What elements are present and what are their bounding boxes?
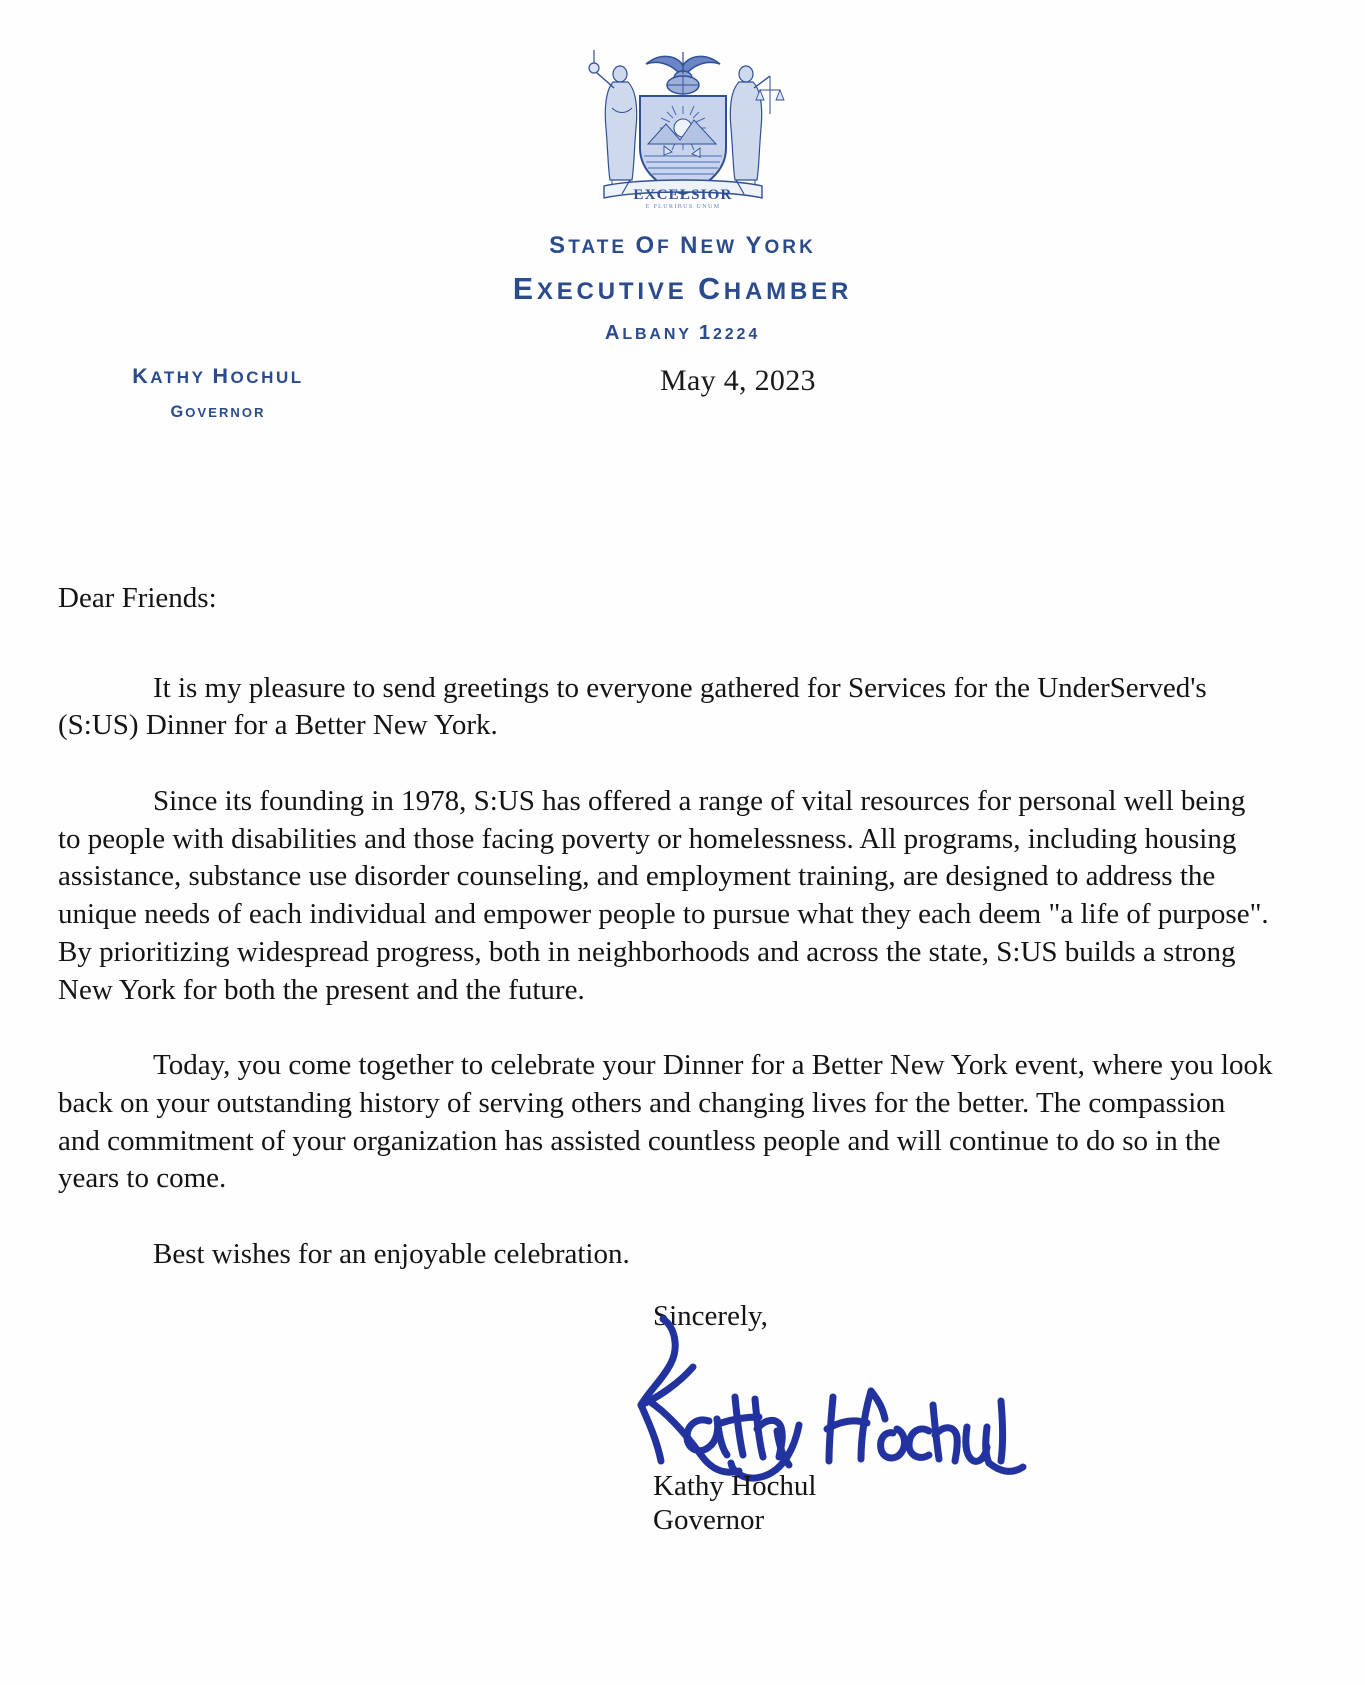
letter-salutation: Dear Friends: bbox=[58, 582, 217, 614]
letter-closing-block bbox=[645, 1300, 1265, 1537]
signer-block bbox=[645, 1469, 1265, 1537]
governor-name: KATHY HOCHUL bbox=[132, 364, 304, 388]
new-york-state-seal-icon bbox=[568, 28, 798, 218]
letterhead-state-line: STATE OF NEW YORK bbox=[549, 232, 816, 259]
letter-body bbox=[58, 580, 1273, 1274]
letter-date: May 4, 2023 bbox=[660, 364, 816, 397]
letter-closing: Sincerely, bbox=[653, 1300, 768, 1332]
governor-identity-block bbox=[88, 364, 348, 422]
letterhead bbox=[0, 28, 1365, 343]
signer-name: Kathy Hochul bbox=[653, 1470, 817, 1502]
letterhead-address-line: ALBANY 12224 bbox=[604, 322, 761, 345]
governor-title: GOVERNOR bbox=[170, 403, 266, 421]
signature-area bbox=[645, 1327, 1265, 1467]
svg-text:E PLURIBUS UNUM: E PLURIBUS UNUM bbox=[644, 204, 721, 210]
letter-paragraph-1: It is my pleasure to send greetings to everyone gathered for Services for the UnderServed's (S:US) Dinner for a Better New York. bbox=[58, 671, 1207, 742]
letter-paragraph-4: Best wishes for an enjoyable celebration. bbox=[153, 1237, 630, 1270]
letterhead-chamber-line: EXECUTIVE CHAMBER bbox=[512, 272, 853, 306]
letter-paragraph-3: Today, you come together to celebrate your Dinner for a Better New York event, where you look back on your outstanding history of serving others and changing lives for the better. The compassion and commitment of your organization has assisted countless people and will continue to do so in the years to come. bbox=[58, 1049, 1273, 1195]
svg-text:EXCELSIOR: EXCELSIOR bbox=[632, 187, 733, 203]
letter-paragraph-2: Since its founding in 1978, S:US has offered a range of vital resources for personal well being to people with disabilities and those facing poverty or homelessness. All programs, including housing assistance, substance use disorder counseling, and employment training, are designed to address the unique needs of each individual and empower people to pursue what they each deem "a life of purpose". By prioritizing widespread progress, both in neighborhoods and across the state, S:US builds a strong New York for both the present and the future. bbox=[58, 785, 1269, 1006]
signer-title: Governor bbox=[653, 1504, 765, 1537]
